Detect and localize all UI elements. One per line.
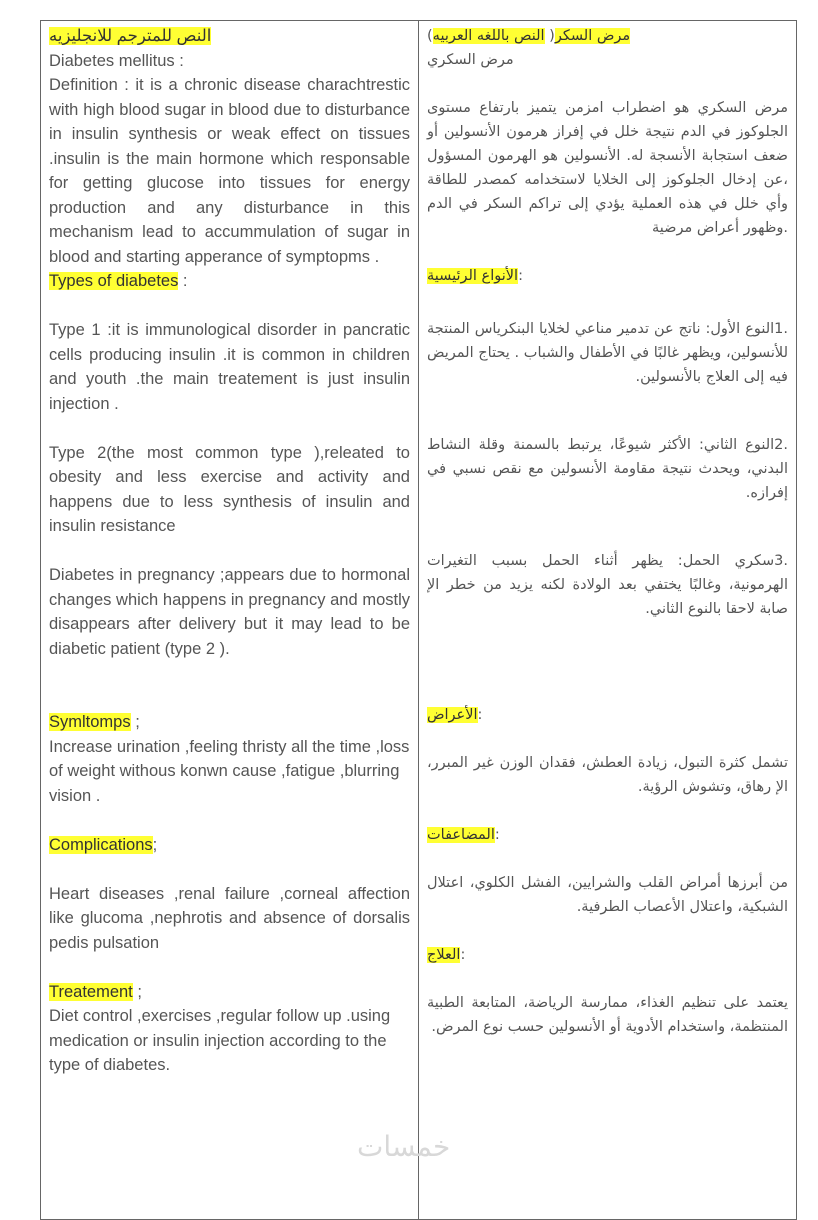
arabic-treatment-heading: العلاج [427, 947, 461, 963]
arabic-complications-heading: المضاعفات [427, 827, 495, 843]
english-treatment: Diet control ,exercises ,regular follow up .using medication or insulin injection according to the type of diabetes. [49, 1007, 391, 1074]
english-type1: Type 1 :it is immunological disorder in pancratic cells producing insulin .it is common in children and youth .the main treatement is just insulin injection . [49, 321, 410, 413]
arabic-column-header: النص باللغه العربيه [432, 28, 545, 44]
english-symptoms: Increase urination ,feeling thristy all the time ,loss of weight withous konwn cause ,fatigue ,blurring vision . [49, 737, 410, 805]
arabic-header-title: مرض السكر [554, 28, 631, 44]
arabic-treatment: يعتمد على تنظيم الغذاء، ممارسة الرياضة، المتابعة الطبية المنتظمة، واستخدام الأدوية أو الأنسولين حسب نوع المرض. [427, 995, 788, 1035]
arabic-types-heading: الأنواع الرئيسية [427, 268, 519, 284]
arabic-type1: .1النوع الأول: ناتج عن تدمير مناعي لخلايا البنكرياس المنتجة للأنسولين، ويظهر غالبًا في الأطفال والشباب . يحتاج المريض فيه إلى العلاج بالأنسولين. [427, 321, 788, 385]
english-title: Diabetes mellitus : [49, 51, 184, 70]
punctuation: ; [132, 982, 142, 1001]
punctuation: : [494, 827, 500, 843]
arabic-type2: .2النوع الثاني: الأكثر شيوعًا، يرتبط بالسمنة وقلة النشاط البدني، ويحدث نتيجة مقاومة الأنسولين مع نقص نسبي في إفرازه. [427, 437, 788, 501]
english-symptoms-heading: Symltomps [49, 713, 131, 731]
english-column-header: النص للمترجم للانجليزيه [49, 27, 212, 45]
watermark-logo: خمسات [357, 1130, 451, 1163]
english-complications: Heart diseases ,renal failure ,corneal affection like glucoma ,nephrotis and absence of dorsalis pedis pulsation [49, 884, 410, 952]
punctuation: ; [130, 713, 140, 731]
punctuation: : [178, 272, 188, 290]
english-type2: Type 2(the most common type ),releated to obesity and less exercise and activity and happens due to less synthesis of insulin and insulin resistance [49, 443, 410, 535]
arabic-symptoms-heading: الأعراض [427, 707, 478, 723]
arabic-column [419, 21, 796, 1219]
arabic-definition: مرض السكري هو اضطراب امزمن يتميز بارتفاع مستوى الجلوكوز في الدم نتيجة خلل في إفراز هرمون الأنسولين أو ضعف استجابة الأنسجة له. الأنسولين هو الهرمون المسؤول ،عن إدخال الجلوكوز إلى الخلايا لاستخدامه كمصدر للطاقة وأي خلل في هذه العملية يؤدي إلى تراكم السكر في الدم .وظهور أعراض مرضية [427, 100, 788, 236]
english-complications-heading: Complications [49, 835, 153, 854]
arabic-subtitle: مرض السكري [427, 52, 514, 68]
punctuation: ; [152, 835, 158, 854]
arabic-complications: من أبرزها أمراض القلب والشرايين، الفشل الكلوي، اعتلال الشبكية، واعتلال الأعصاب الطرفية. [427, 875, 788, 915]
english-definition: Definition : it is a chronic disease charachtrestic with high blood sugar in blood due to disturbance in insulin synthesis or weak effect on tissues .insulin is the main hormone which responsable for getting glucose into tissues for energy production and any disturbance in this mechanism lead to accummulation of sugar in blood and starting apperance of symptopms . [49, 76, 410, 266]
english-types-heading: Types of diabetes [49, 272, 179, 290]
punctuation: ) [544, 28, 555, 44]
english-pregnancy: Diabetes in pregnancy ;appears due to hormonal changes which happens in pregnancy and mostly disappears after delivery but it may lead to be diabetic patient (type 2 ). [49, 566, 410, 658]
english-treatment-heading: Treatement [49, 982, 133, 1001]
punctuation: : [460, 947, 466, 963]
punctuation: : [518, 268, 523, 284]
arabic-type3: .3سكري الحمل: يظهر أثناء الحمل بسبب التغيرات الهرمونية، وغالبًا يختفي بعد الولادة لكنه يزيد من خطر الإ صابة لاحقا بالنوع الثاني. [427, 553, 788, 617]
punctuation: : [477, 707, 483, 723]
arabic-symptoms: تشمل كثرة التبول، زيادة العطش، فقدان الوزن غير المبرر، الإ رهاق، وتشوش الرؤية. [427, 755, 788, 795]
punctuation: ( [427, 28, 433, 44]
translation-table [40, 20, 797, 1220]
english-column [41, 21, 419, 1219]
